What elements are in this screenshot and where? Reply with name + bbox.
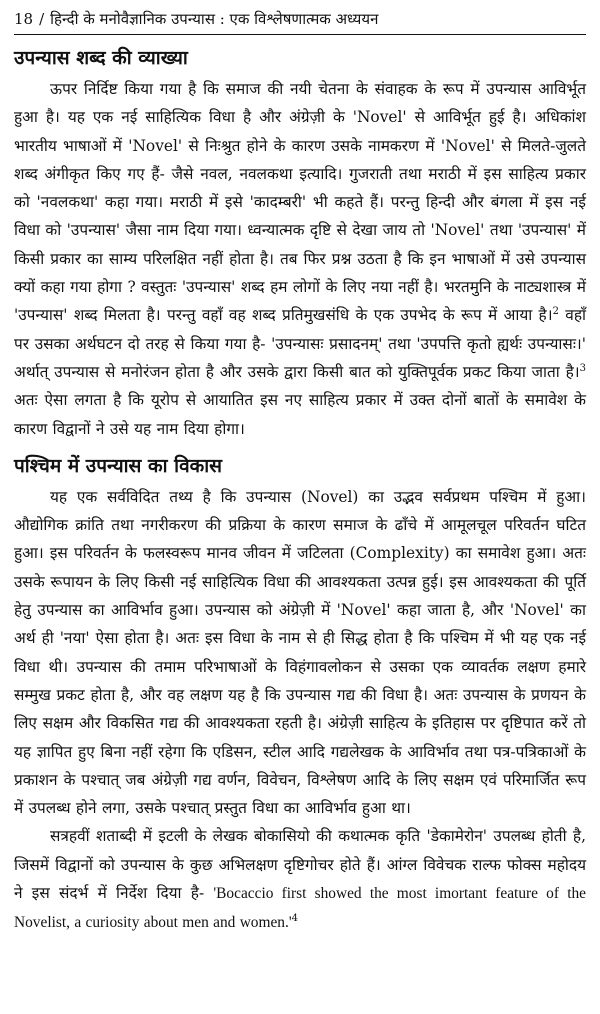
paragraph-definition <box>14 75 586 443</box>
running-title: हिन्दी के मनोवैज्ञानिक उपन्यास : एक विश्लेषणात्मक अध्ययन <box>50 10 379 28</box>
paragraph-text: अतः ऐसा लगता है कि यूरोप से आयातित इस नए साहित्य प्रकार में उक्त दोनों बातों के समावेश के कारण विद्वानों ने उसे यह नाम दिया होगा। <box>14 391 586 438</box>
page-number: 18 <box>14 10 34 28</box>
section-heading-definition: उपन्यास शब्द की व्याख्या <box>14 47 188 69</box>
section-definition <box>14 45 586 443</box>
paragraph-decameron <box>14 822 586 937</box>
footnote-ref: 2 <box>552 306 559 318</box>
english-quote: 'Bocaccio first showed the most imortant feature of the Novelist, a curiosity about men and women.' <box>14 885 586 932</box>
paragraph-text: सत्रहवीं शताब्दी में इटली के लेखक बोकासियो की कथात्मक कृति 'डेकामेरोन' उपलब्ध होती है, जिसमें विद्वानों को उपन्यास के कुछ अभिलक्षण दृष्टिगोचर होते हैं। आंग्ल विवेचक राल्फ फोक्स महोदय ने इस संदर्भ में निर्देश दिया है- <box>14 827 586 903</box>
paragraph-text: वहाँ पर उसका अर्थघटन दो तरह से किया गया है- 'उपन्यासः प्रसादनम्' तथा 'उपपत्ति कृतो ह्यर्थः उपन्यासः।' अर्थात् उपन्यास से मनोरंजन होता है और उसके द्वारा किसी बात को युक्तिपूर्वक प्रकट किया जाता है। <box>14 306 587 381</box>
section-heading-western-development: पश्चिम में उपन्यास का विकास <box>14 454 222 477</box>
footnote-ref: 4 <box>291 913 298 925</box>
running-header <box>14 8 586 35</box>
paragraph-western-origin: यह एक सर्वविदित तथ्य है कि उपन्यास (Novel) का उद्भव सर्वप्रथम पश्चिम में हुआ। औद्योगिक क्रांति तथा नगरीकरण की प्रक्रिया के कारण समाज के ढाँचे में आमूलचूल परिवर्तन घटित हुआ। इस परिवर्तन के फलस्वरूप मानव जीवन में जटिलता (Complexity) का समावेश हुआ। अतः उसके रूपायन के लिए किसी नई साहित्यिक विधा की आवश्यकता उत्पन्न हुई। इस आवश्यकता की पूर्ति हेतु उपन्यास का आविर्भाव हुआ। उपन्यास को अंग्रेज़ी में 'Novel' कहा जाता है, और 'Novel' का अर्थ ही 'नया' ऐसा होता है। अतः इस विधा के नाम से ही सिद्ध होता है कि पश्चिम में भी यह एक नई विधा थी। उपन्यास की तमाम परिभाषाओं के विहंगावलोकन से उसका एक व्यावर्तक लक्षण हमारे सम्मुख प्रकट होता है, और वह लक्षण यह है कि उपन्यास गद्य की विधा है। अतः उपन्यास के प्रणयन के लिए सक्षम और विकसित गद्य की आवश्यकता रहती है। अंग्रेज़ी साहित्य के इतिहास पर दृष्टिपात करें तो यह ज्ञापित हुए बिना नहीं रहेगा कि एडिसन, स्टील आदि गद्यलेखक के आविर्भाव तथा पत्र-पत्रिकाओं के प्रकाशन के पश्चात् जब अंग्रेज़ी गद्य वर्णन, विवेचन, विश्लेषण आदि के लिए सक्षम एवं परिमार्जित रूप में उपलब्ध होने लगा, उसके पश्चात् प्रस्तुत विधा का आविर्भाव हुआ था। <box>14 487 586 818</box>
paragraph-text: ऊपर निर्दिष्ट किया गया है कि समाज की नयी चेतना के संवाहक के रूप में उपन्यास आविर्भूत हुआ है। यह एक नई साहित्यिक विधा है और अंग्रेज़ी के 'Novel' से आविर्भूत हुई है। अधिकांश भारतीय भाषाओं में 'Novel' से निःश्रुत होने के कारण उसके नामकरण में 'Novel' से मिलते-जुलते शब्द अंगीकृत किए गए हैं- जैसे नवल, नवलकथा इत्यादि। गुजराती तथा मराठी में इस साहित्य प्रकार को 'नवलकथा' कहा गया। मराठी में इसे 'कादम्बरी' भी कहते हैं। परन्तु हिन्दी और बंगला में इस नई विधा को 'उपन्यास' जैसा नाम दिया गया। ध्वन्यात्मक दृष्टि से देखा जाय तो 'Novel' तथा 'उपन्यास' में किसी प्रकार का साम्य परिलक्षित नहीं होता है। तब फिर प्रश्न उठता है कि इन भाषाओं में उसे उपन्यास क्यों कहा गया होगा ? वस्तुतः 'उपन्यास' शब्द हम लोगों के लिए नया नहीं है। भरतमुनि के नाट्यशास्त्र में 'उपन्यास' शब्द मिलता है। परन्तु वहाँ वह शब्द प्रतिमुखसंधि के एक उपभेद के रूप में आया है। <box>14 80 586 325</box>
footnote-ref: 3 <box>579 362 586 374</box>
section-western-development <box>14 453 586 938</box>
header-separator: / <box>39 10 45 28</box>
